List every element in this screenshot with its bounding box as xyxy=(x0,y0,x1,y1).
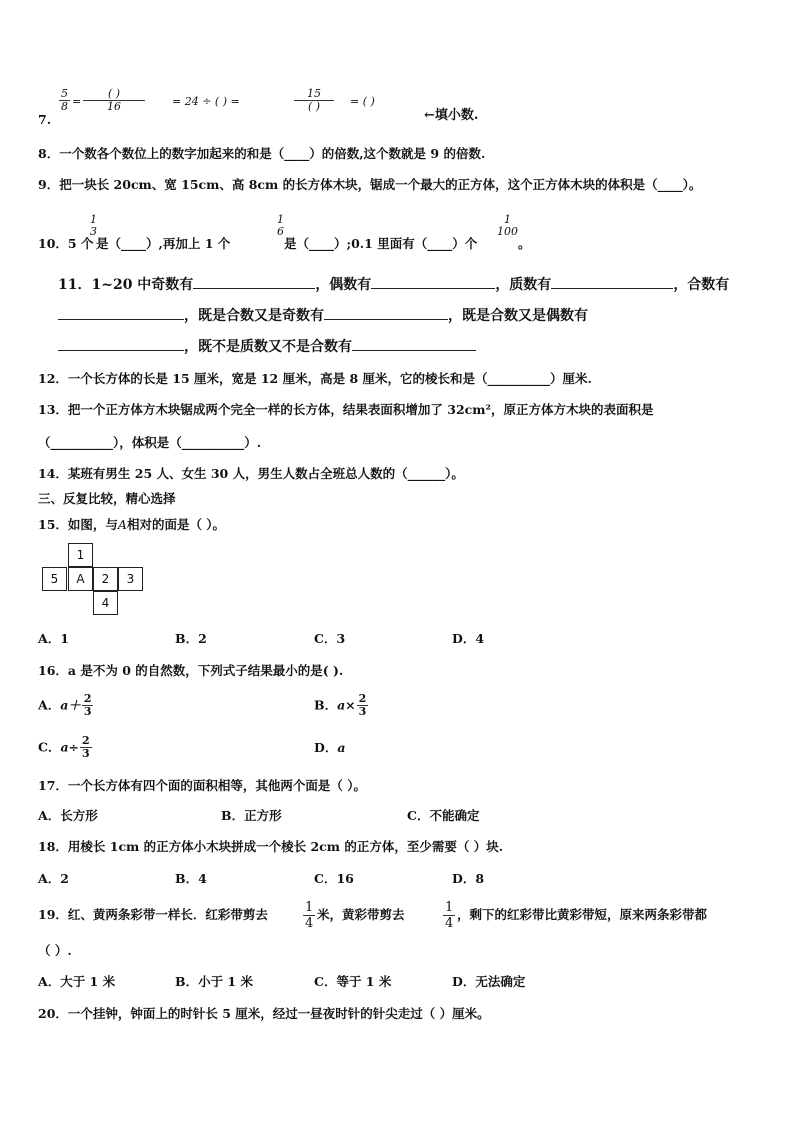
q19-part-1: 19．红、黄两条彩带一样长．红彩带剪去 xyxy=(38,907,268,922)
q7-equation-middle: = 24 ÷ ( ) = xyxy=(172,95,240,108)
q16-b-denominator: 3 xyxy=(358,705,367,718)
net-face-5: 5 xyxy=(42,567,67,591)
q10-part-1: 10．5 个 xyxy=(38,236,94,251)
q16-option-d[interactable] xyxy=(314,740,345,756)
net-face-4: 4 xyxy=(93,591,118,615)
q11-even-label: ，偶数有 xyxy=(315,277,372,293)
q16-a-fraction xyxy=(82,693,94,718)
q19-f1-numerator: 1 xyxy=(305,900,314,915)
q16-b-label: B． xyxy=(314,697,338,713)
q10-f3-denominator: 100 xyxy=(497,225,518,238)
q11-line-3 xyxy=(58,338,768,356)
q16-d-label: D． xyxy=(314,740,338,755)
q7-f1-numerator: 5 xyxy=(61,87,68,100)
question-17: 17．一个长方体有四个面的面积相等，其他两个面是（ ）。 xyxy=(38,778,366,793)
q7-f1-denominator: 8 xyxy=(61,100,68,113)
q16-c-numerator: 2 xyxy=(82,734,90,747)
q10-part-4: 。 xyxy=(518,236,531,251)
q19-answer-line: （ ）. xyxy=(38,943,72,958)
q7-fraction-2 xyxy=(83,88,145,113)
q11-even-composite-blank[interactable] xyxy=(58,350,184,351)
q16-c-fraction xyxy=(80,735,92,760)
q19-fraction-2 xyxy=(443,900,455,931)
q11-even-composite-label: ，既是合数又是偶数有 xyxy=(448,308,588,324)
q19-f2-denominator: 4 xyxy=(445,916,454,931)
q19-part-2: 米，黄彩带剪去 xyxy=(317,907,405,922)
q19-fraction-1 xyxy=(303,900,315,931)
q11-odd-composite-label: ，既是合数又是奇数有 xyxy=(184,308,324,324)
q7-f2-numerator: ( ) xyxy=(107,87,121,100)
q19-f2-numerator: 1 xyxy=(445,900,454,915)
q19-option-d[interactable]: D．无法确定 xyxy=(452,974,526,989)
q7-fraction-1 xyxy=(59,88,70,113)
q19-part-3: ，剩下的红彩带比黄彩带短，原来两条彩带都 xyxy=(457,907,708,922)
q15-option-d[interactable]: D．4 xyxy=(452,631,485,646)
q17-option-a[interactable]: A．长方形 xyxy=(38,808,98,823)
q18-option-d[interactable]: D．8 xyxy=(452,871,485,886)
q10-fraction-3 xyxy=(495,214,520,238)
q16-c-expression: a÷ xyxy=(60,739,80,755)
q10-f3-numerator: 1 xyxy=(504,213,511,226)
q16-b-numerator: 2 xyxy=(358,692,367,705)
q11-odd-label: 11．1~20 中奇数有 xyxy=(58,277,194,293)
question-16: 16．a 是不为 0 的自然数，下列式子结果最小的是( ). xyxy=(38,663,344,678)
question-15 xyxy=(38,517,225,533)
q16-a-expression: a＋ xyxy=(60,697,81,713)
question-20: 20．一个挂钟，钟面上的时针长 5 厘米，经过一昼夜时针的针尖走过（ ）厘米。 xyxy=(38,1006,490,1021)
net-face-3: 3 xyxy=(118,567,143,591)
q16-d-expression: a xyxy=(337,740,346,755)
q10-part-3: 是（____）;0.1 里面有（____）个 xyxy=(284,236,478,251)
q7-equation-end: = ( ) xyxy=(350,95,375,108)
net-face-2: 2 xyxy=(93,567,118,591)
q7-number: 7. xyxy=(38,112,52,127)
q11-even-blank[interactable] xyxy=(371,288,495,289)
q16-b-expression: a× xyxy=(337,697,356,713)
question-13-line-2: （__________），体积是（__________）. xyxy=(38,435,262,450)
q10-part-2: 是（____）,再加上 1 个 xyxy=(96,236,231,251)
q16-c-label: C． xyxy=(38,739,61,755)
q16-option-c[interactable] xyxy=(38,735,93,760)
q7-f3-numerator: 15 xyxy=(307,87,321,100)
q17-option-b[interactable]: B．正方形 xyxy=(221,808,282,823)
q19-option-b[interactable]: B．小于 1 米 xyxy=(175,974,253,989)
net-face-1: 1 xyxy=(68,543,93,567)
question-9: 9．把一块长 20cm、宽 15cm、高 8cm 的长方体木块，锯成一个最大的正方体，这个正方体木块的体积是（____）。 xyxy=(38,177,702,192)
q11-odd-composite-blank[interactable] xyxy=(324,319,448,320)
q16-b-fraction xyxy=(357,693,369,718)
q18-option-b[interactable]: B．4 xyxy=(175,871,207,886)
question-18: 18．用棱长 1cm 的正方体小木块拼成一个棱长 2cm 的正方体，至少需要（ ）块. xyxy=(38,839,504,854)
q10-f1-numerator: 1 xyxy=(90,213,97,226)
q16-a-label: A． xyxy=(38,697,61,713)
q10-f1-denominator: 3 xyxy=(90,225,97,238)
question-12: 12．一个长方体的长是 15 厘米，宽是 12 厘米，高是 8 厘米，它的棱长和是（__________）厘米. xyxy=(38,371,592,386)
q11-composite-label: ，合数有 xyxy=(673,277,730,293)
question-13-line-1: 13．把一个正方体方木块锯成两个完全一样的长方体，结果表面积增加了 32cm²，原正方体方木块的表面积是 xyxy=(38,402,654,417)
q16-a-denominator: 3 xyxy=(83,705,92,718)
q19-f1-denominator: 4 xyxy=(305,916,314,931)
q19-option-a[interactable]: A．大于 1 米 xyxy=(38,974,116,989)
q11-odd-blank[interactable] xyxy=(193,288,315,289)
q10-f2-numerator: 1 xyxy=(277,213,284,226)
q11-composite-blank[interactable] xyxy=(58,319,184,320)
q10-fraction-1 xyxy=(88,214,99,238)
net-face-A: A xyxy=(68,567,93,591)
q15-stem-a: 15．如图，与 xyxy=(38,517,118,532)
q16-option-a[interactable] xyxy=(38,693,94,718)
q15-option-a[interactable]: A．1 xyxy=(38,631,69,646)
q11-neither-label: ，既不是质数又不是合数有 xyxy=(184,339,352,355)
q7-f2-denominator: 16 xyxy=(83,100,145,113)
q17-option-c[interactable]: C．不能确定 xyxy=(407,808,480,823)
question-14: 14．某班有男生 25 人、女生 30 人，男生人数占全班总人数的（______）。 xyxy=(38,466,464,481)
q11-prime-blank[interactable] xyxy=(551,288,673,289)
q7-f3-denominator: ( ) xyxy=(294,100,334,113)
q16-option-b[interactable] xyxy=(314,693,369,718)
q18-option-c[interactable]: C．16 xyxy=(314,871,354,886)
q16-a-numerator: 2 xyxy=(83,692,92,705)
section-3-heading: 三、反复比较，精心选择 xyxy=(38,491,176,506)
q11-neither-blank[interactable] xyxy=(352,350,476,351)
q16-c-denominator: 3 xyxy=(82,747,90,760)
q7-instruction: ←填小数. xyxy=(424,108,479,123)
q11-prime-label: ，质数有 xyxy=(495,277,552,293)
q10-fraction-2 xyxy=(275,214,286,238)
q15-stem-variable: A xyxy=(117,517,127,532)
question-11 xyxy=(58,276,768,356)
q18-option-a[interactable]: A．2 xyxy=(38,871,69,886)
q11-line-1 xyxy=(58,276,768,294)
q7-fraction-3 xyxy=(293,88,335,113)
q15-option-b[interactable]: B．2 xyxy=(175,631,207,646)
q19-option-c[interactable]: C．等于 1 米 xyxy=(314,974,392,989)
q10-f2-denominator: 6 xyxy=(277,225,284,238)
q15-option-c[interactable]: C．3 xyxy=(314,631,346,646)
q11-line-2 xyxy=(58,307,768,325)
q15-stem-b: 相对的面是（ ）。 xyxy=(126,517,226,532)
question-8: 8．一个数各个数位上的数字加起来的和是（____）的倍数,这个数就是 9 的倍数. xyxy=(38,146,486,161)
